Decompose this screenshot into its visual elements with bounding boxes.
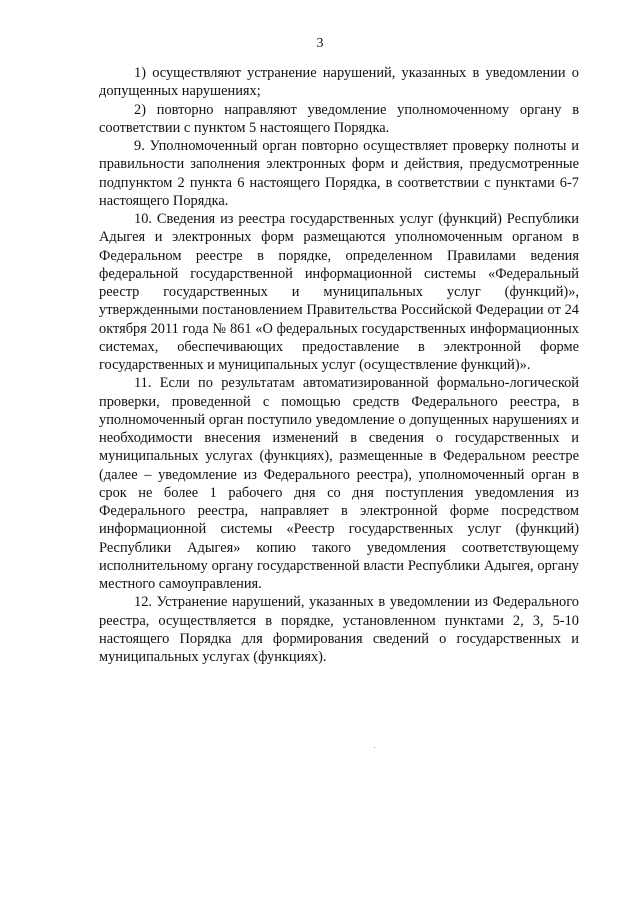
paragraph-item-10: 10. Сведения из реестра государственных услуг (функций) Республики Адыгея и электронных форм размещаются уполномоченным органом в Федеральном реестре в порядке, определенном Правилами ведения федеральной государственной информационной системы «Федеральный реестр государственных и муниципальных услуг (функций)», утвержденными постановлением Правительства Российской Федерации от 24 октября 2011 года № 861 «О федеральных государственных информационных системах, обеспечивающих предоставление в электронной форме государственных и муниципальных услуг (осуществление функций)». — [99, 211, 579, 373]
document-body — [99, 64, 579, 666]
paragraph-item-12: 12. Устранение нарушений, указанных в уведомлении из Федерального реестра, осуществляется в порядке, установленном пунктами 2, 3, 5-10 настоящего Порядка для формирования сведений о государственных и муниципальных услугах (функциях). — [99, 594, 579, 665]
paragraph-subitem-1: 1) осуществляют устранение нарушений, указанных в уведомлении о допущенных нарушениях; — [99, 65, 579, 100]
paragraph-subitem-2: 2) повторно направляют уведомление уполномоченному органу в соответствии с пунктом 5 настоящего Порядка. — [99, 101, 579, 136]
paragraph-item-9: 9. Уполномоченный орган повторно осуществляет проверку полноты и правильности заполнения электронных форм и действия, предусмотренные подпунктом 2 пункта 6 настоящего Порядка, в соответствии с пунктами 6-7 настоящего Порядка. — [99, 138, 579, 209]
scan-speck — [374, 747, 375, 748]
page-number: 3 — [316, 36, 324, 51]
paragraph-item-11: 11. Если по результатам автоматизированной формально-логической проверки, проведенной с помощью средств Федерального реестра, в уполномоченный орган поступило уведомление о допущенных нарушениях и необходимости внесения изменений в сведения о государственных и муниципальных услугах (функциях), размещенные в Федеральном реестре (далее – уведомление из Федерального реестра), уполномоченный орган в срок не более 1 рабочего дня со дня поступления уведомления из Федерального реестра, направляет в электронной форме посредством информационной системы «Реестр государственных услуг (функций) Республики Адыгея» копию такого уведомления соответствующему исполнительному органу государственной власти Республики Адыгея, органу местного самоуправления. — [99, 375, 579, 592]
